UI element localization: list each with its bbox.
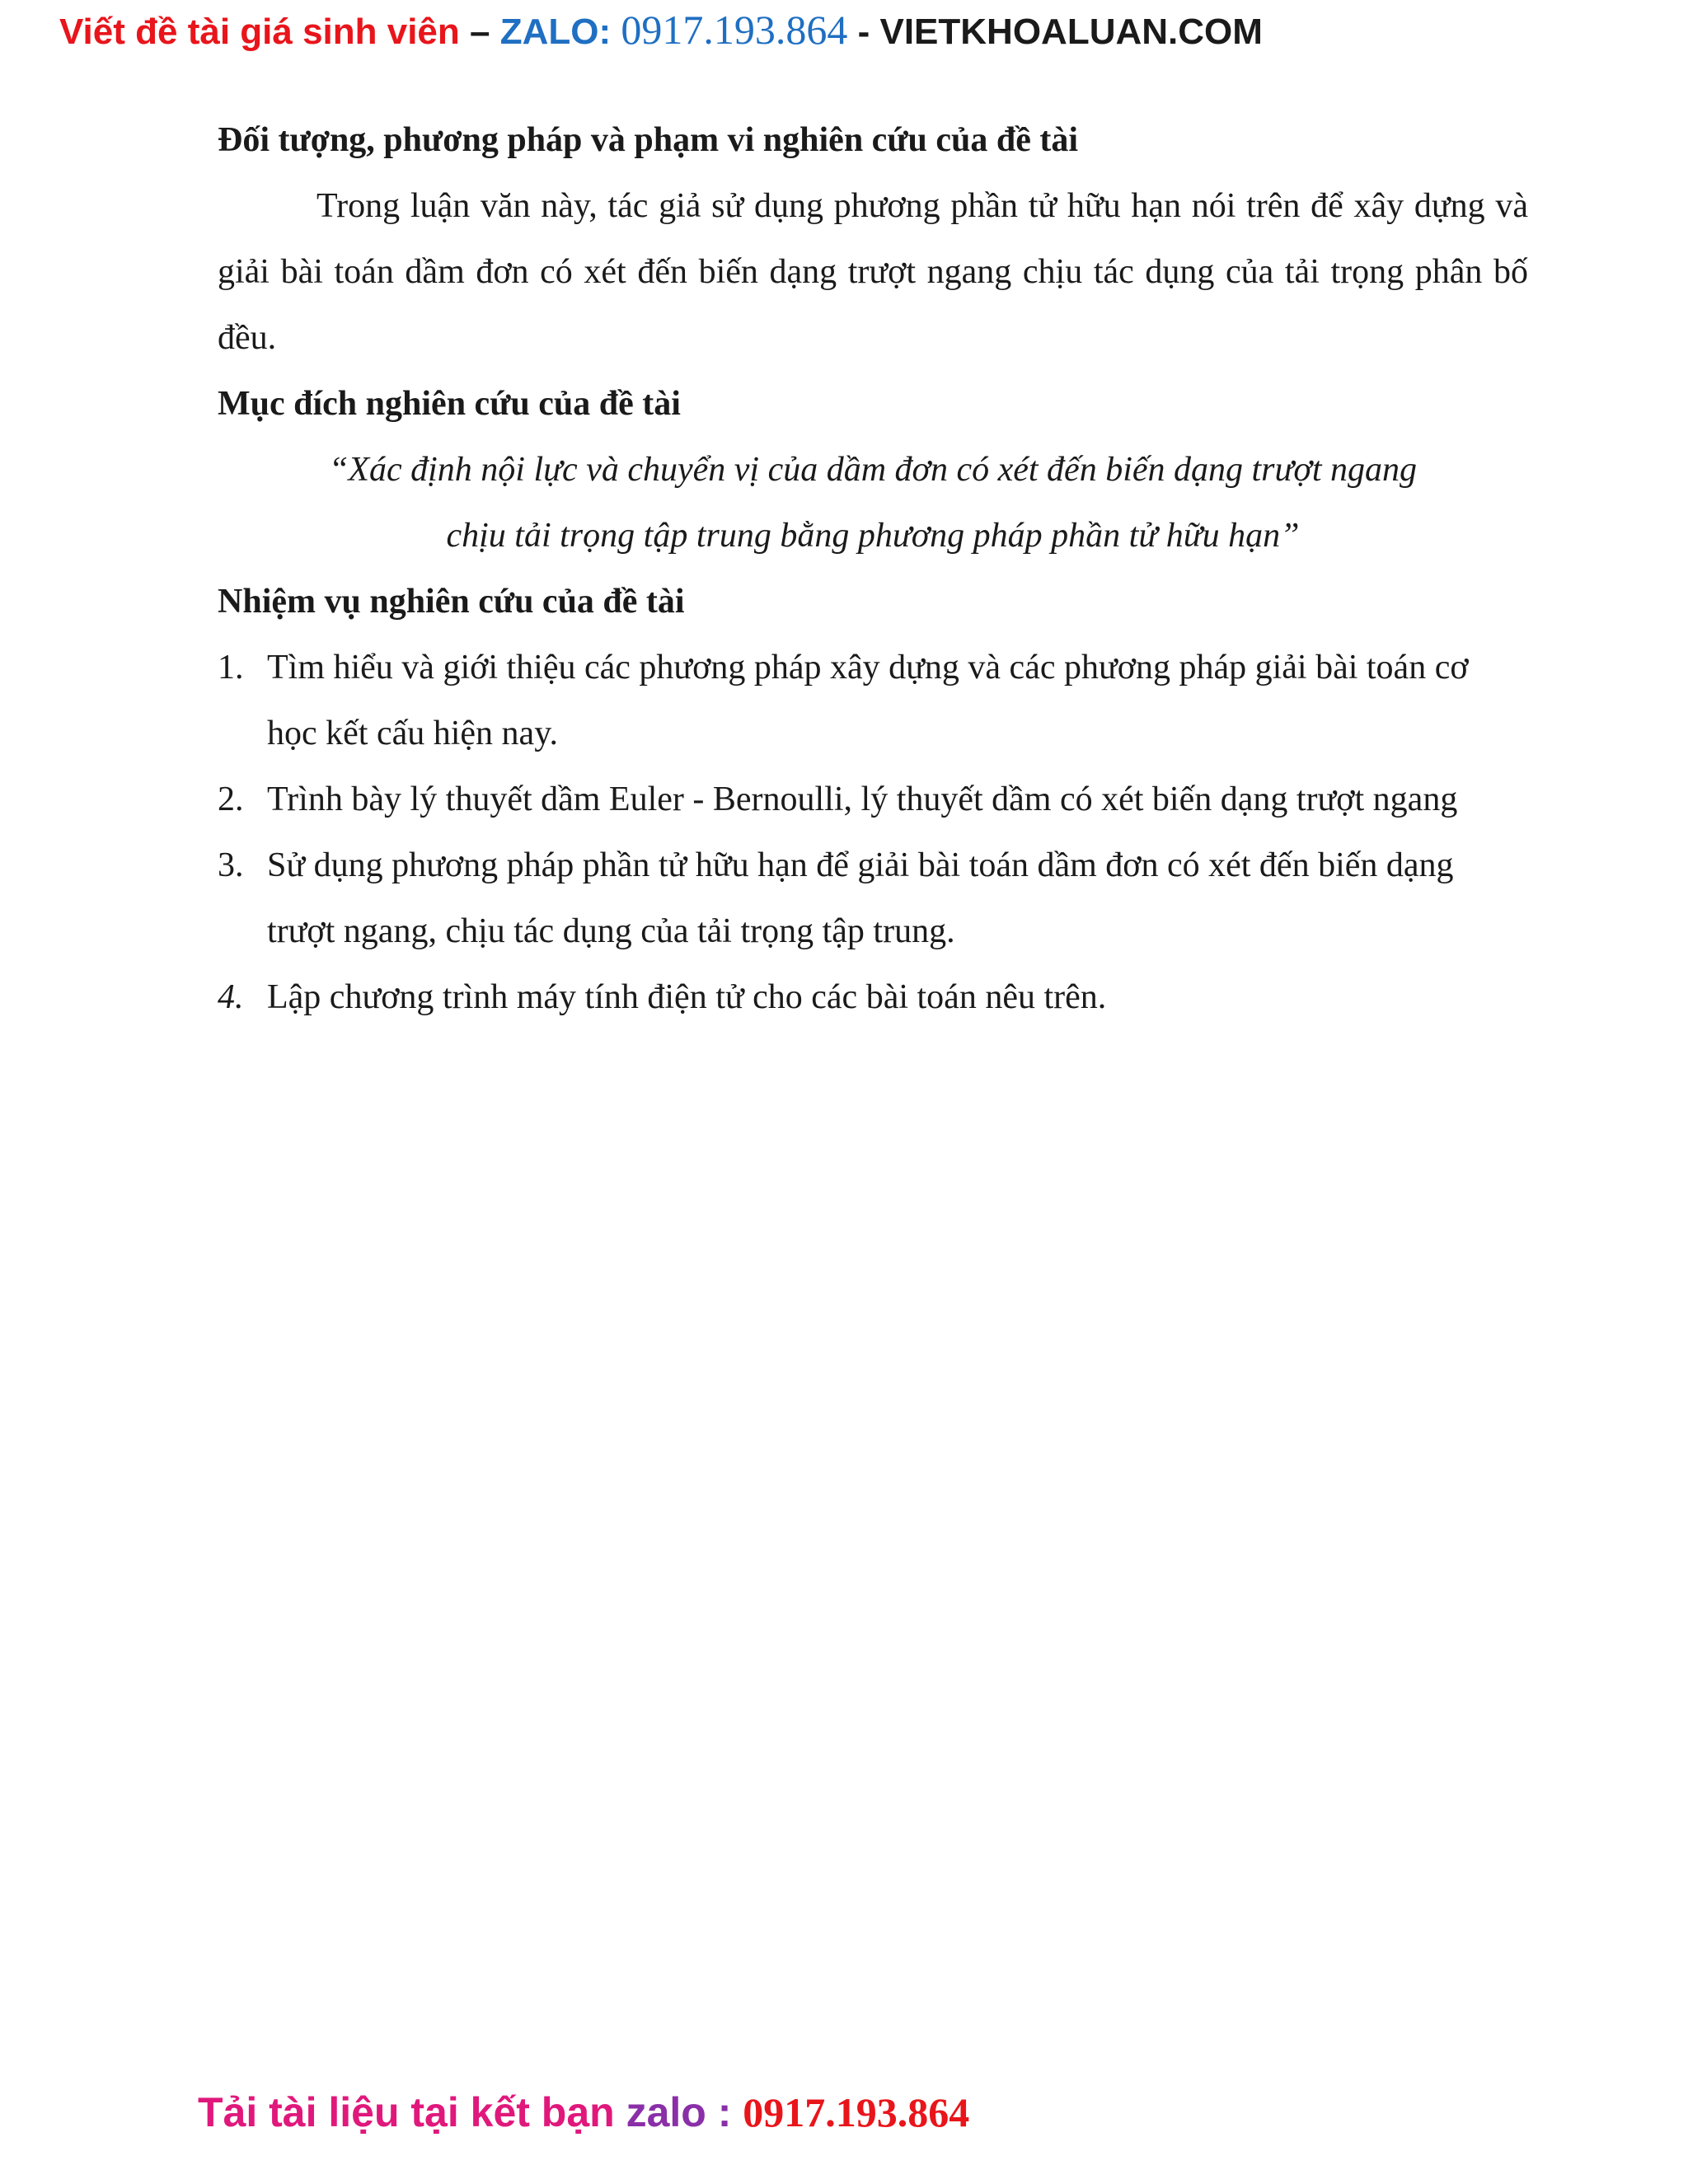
heading-object-method-scope: Đối tượng, phương pháp và phạm vi nghiên cứu của đề tài <box>218 121 1079 159</box>
task-list <box>218 635 1528 1030</box>
list-item-number: 4. <box>218 978 244 1016</box>
header-site: VIETKHOALUAN.COM <box>879 12 1263 52</box>
paragraph-object-body: Trong luận văn này, tác giả sử dụng phương phần tử hữu hạn nói trên để xây dựng và giải bài toán dầm đơn có xét đến biến dạng trượt ngang chịu tác dụng của tải trọng phân bố đều. <box>218 187 1528 357</box>
header-slogan: Viết đề tài giá sinh viên <box>59 12 460 52</box>
list-item <box>218 766 1528 832</box>
list-item-number: 1. <box>218 649 244 687</box>
header-zalo-label: ZALO: <box>499 12 621 52</box>
list-item-text: Tìm hiểu và giới thiệu các phương pháp xây dựng và các phương pháp giải bài toán cơ học kết cấu hiện nay. <box>267 649 1469 752</box>
list-item-text: Trình bày lý thuyết dầm Euler - Bernoulli, lý thuyết dầm có xét biến dạng trượt ngang <box>267 780 1458 818</box>
footer-phone: 0917.193.864 <box>743 2089 970 2135</box>
footer-zalo-label: zalo : <box>626 2089 743 2135</box>
purpose-quote-line-1: “Xác định nội lực và chuyển vị của dầm đơn có xét đến biến dạng trượt ngang <box>328 451 1418 489</box>
list-item <box>218 964 1528 1030</box>
header-dash: – <box>459 12 500 52</box>
list-item-number: 3. <box>218 846 244 884</box>
purpose-quote <box>218 437 1528 569</box>
list-item <box>218 635 1528 766</box>
list-item-text: Sử dụng phương pháp phần tử hữu hạn để giải bài toán dầm đơn có xét đến biến dạng trượt ngang, chịu tác dụng của tải trọng tập trung. <box>267 846 1454 950</box>
heading-research-tasks: Nhiệm vụ nghiên cứu của đề tài <box>218 583 685 621</box>
heading-research-purpose: Mục đích nghiên cứu của đề tài <box>218 385 681 423</box>
document-body <box>218 107 1528 1030</box>
purpose-quote-line-2: chịu tải trọng tập trung bằng phương pháp phần tử hữu hạn” <box>446 517 1300 555</box>
header-separator: - <box>847 12 880 52</box>
list-item <box>218 832 1528 964</box>
header-banner <box>59 5 1263 57</box>
footer-text: Tải tài liệu tại kết bạn <box>198 2089 626 2135</box>
header-phone: 0917.193.864 <box>621 7 848 53</box>
list-item-text: Lập chương trình máy tính điện tử cho các bài toán nêu trên. <box>267 978 1107 1016</box>
footer-banner <box>198 2083 969 2141</box>
list-item-number: 2. <box>218 780 244 818</box>
